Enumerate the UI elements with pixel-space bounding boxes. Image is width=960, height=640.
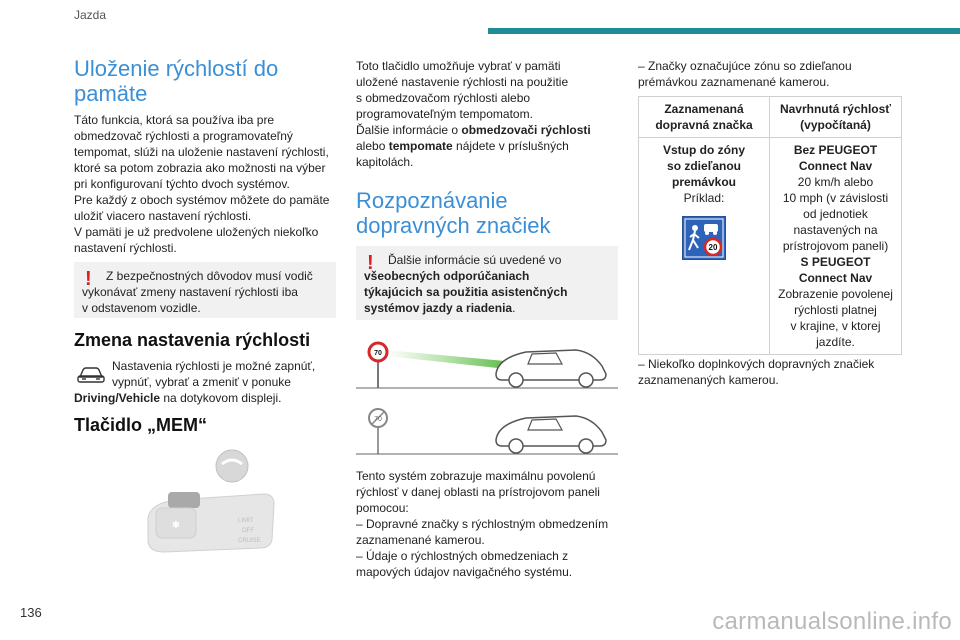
line: Vstup do zóny [663,143,745,157]
bold-term: systémov jazdy a riadenia [364,301,513,315]
line: vykonávať zmeny nastavení rýchlosti iba [82,285,298,299]
line: alebo [356,139,389,153]
line: Príklad: [683,191,725,205]
line: so zdieľanou [667,159,741,173]
line: na dotykovom displeji. [160,391,282,405]
section-label: Jazda [74,8,107,22]
line: Zaznamenaná [664,102,744,116]
svg-text:✱: ✱ [171,520,181,531]
memory-intro-paragraph [74,112,329,256]
line: nájdete v príslušných [452,139,569,153]
heading-change-speed: Zmena nastavenia rýchlosti [74,330,311,350]
line: Nastavenia rýchlosti je možné zapnúť, [112,359,316,373]
line: uložiť viacero nastavení rýchlosti. [74,209,252,223]
column-header-detected-sign [639,97,770,138]
line: S PEUGEOT [800,255,871,269]
line: pomocou: [356,501,409,515]
speed-sign-value: 70 [374,416,382,423]
line: – Značky označujúce zónu so zdieľanou [638,59,852,73]
line: Toto tlačidlo umožňuje vybrať v pamäti [356,59,561,73]
line: v odstavenom vozidle. [82,301,201,315]
stalk-label-off: OFF [242,528,254,534]
title-line-1: Uloženie rýchlostí do [74,56,279,81]
line: programovateľným tempomatom. [356,107,533,121]
line: kapitolách. [356,155,414,169]
line: pri konfigurovaní týchto dvoch systémov. [74,177,290,191]
table-header-row [639,97,902,138]
line: . [512,301,516,315]
line: Ďalšie informácie sú uvedené vo [388,253,562,267]
bold-term: všeobecných odporúčaniach [364,269,530,283]
speed-sign-value: 70 [374,350,382,357]
line: Ďalšie informácie o [356,123,462,137]
change-speed-paragraph [74,358,315,406]
title-memory-speeds [74,56,278,106]
line: obmedzovač rýchlosti a programovateľný [74,129,293,143]
warning-text [82,268,328,316]
line: – Niekoľko doplnkových dopravných značiek [638,357,875,371]
stalk-label-limit: LIMIT [238,518,254,524]
line: Connect Nav [798,271,873,285]
table-row [639,138,902,355]
watermark: carmanualsonline.info [712,608,952,635]
stalk-label-cruise: CRUISE [238,538,261,544]
sign-speed-table [638,96,902,355]
line: uložené nastavenie rýchlosti na použitie [356,75,569,89]
line: v krajine, v ktorej [790,319,881,333]
system-description-paragraph [356,468,608,580]
line: – Dopravné značky s rýchlostným obmedzením [356,517,609,531]
line: s obmedzovačom rýchlosti alebo [356,91,531,105]
mem-stalk-illustration [134,448,294,558]
title-line-2: dopravných značiek [356,213,551,238]
line: Zobrazenie povolenej [778,287,893,301]
cell-detected-sign [639,138,770,355]
line: Tento systém zobrazuje maximálnu povolenú [356,469,596,483]
line: prémávkou zaznamenané kamerou. [638,75,830,89]
bold-term: tempomate [388,139,453,153]
line: ktoré sa potom zobrazia ako možnosti na výber [74,161,326,175]
line: (vypočítaná) [800,118,871,132]
general-recommendations-box [356,246,618,320]
line: Bez PEUGEOT [793,143,878,157]
warning-exclamation-icon: ! [85,268,92,290]
title-sign-recognition [356,188,550,238]
menu-name-bold: Driving/Vehicle [74,391,161,405]
camera-sign-illustration-1 [356,336,618,392]
column-header-suggested-speed [770,97,902,138]
line: 20 km/h alebo [797,175,874,189]
title-line-2: pamäte [74,81,148,106]
line: rýchlosť v danej oblasti na prístrojovom paneli [356,485,600,499]
page-number: 136 [20,605,42,620]
line: 10 mph (v závislosti [782,191,889,205]
line: Z bezpečnostných dôvodov musí vodič [106,269,313,283]
line: jazdíte. [816,335,855,349]
shared-zone-intro [638,58,852,90]
safety-warning-box [74,262,336,318]
shared-zone-sign-icon [682,216,726,260]
heading-mem-button: Tlačidlo „MEM“ [74,415,208,435]
header-accent-bar [488,28,960,34]
line: nastavených na [793,223,878,237]
line: Pre každý z oboch systémov môžete do pamäte [74,193,330,207]
line: zaznamenaných kamerou. [638,373,779,387]
line: mapových údajov navigačného systému. [356,565,573,579]
bold-term: týkajúcich sa použitia asistenčných [364,285,568,299]
line: zaznamenané kamerou. [356,533,485,547]
line: Navrhnutá rýchlosť [779,102,892,116]
line: tempomat, slúži na uloženie nastavení rýchlosti, [74,145,329,159]
warning-exclamation-icon: ! [367,252,374,274]
line: prístrojovom paneli) [782,239,889,253]
line: rýchlosti platnej [794,303,877,317]
mem-button-paragraph [356,58,591,170]
line: premávkou [671,175,737,189]
shared-zone-sign-speed: 20 [708,243,718,252]
line: nastavení rýchlosti. [74,241,177,255]
additional-signs-paragraph [638,356,874,388]
cell-suggested-speed [770,138,902,355]
line: Táto funkcia, ktorá sa používa iba pre [74,113,275,127]
bold-term: obmedzovači rýchlosti [461,123,591,137]
line: vypnúť, vybrať a zmeniť v ponuke [112,375,291,389]
line: Connect Nav [798,159,873,173]
warning-text [364,252,610,316]
line: V pamäti je už predvolene uložených niekoľko [74,225,319,239]
line: – Údaje o rýchlostných obmedzeniach z [356,549,569,563]
line: od jednotiek [803,207,868,221]
title-line-1: Rozpoznávanie [356,188,508,213]
line: dopravná značka [655,118,753,132]
camera-sign-illustration-2 [356,402,618,458]
